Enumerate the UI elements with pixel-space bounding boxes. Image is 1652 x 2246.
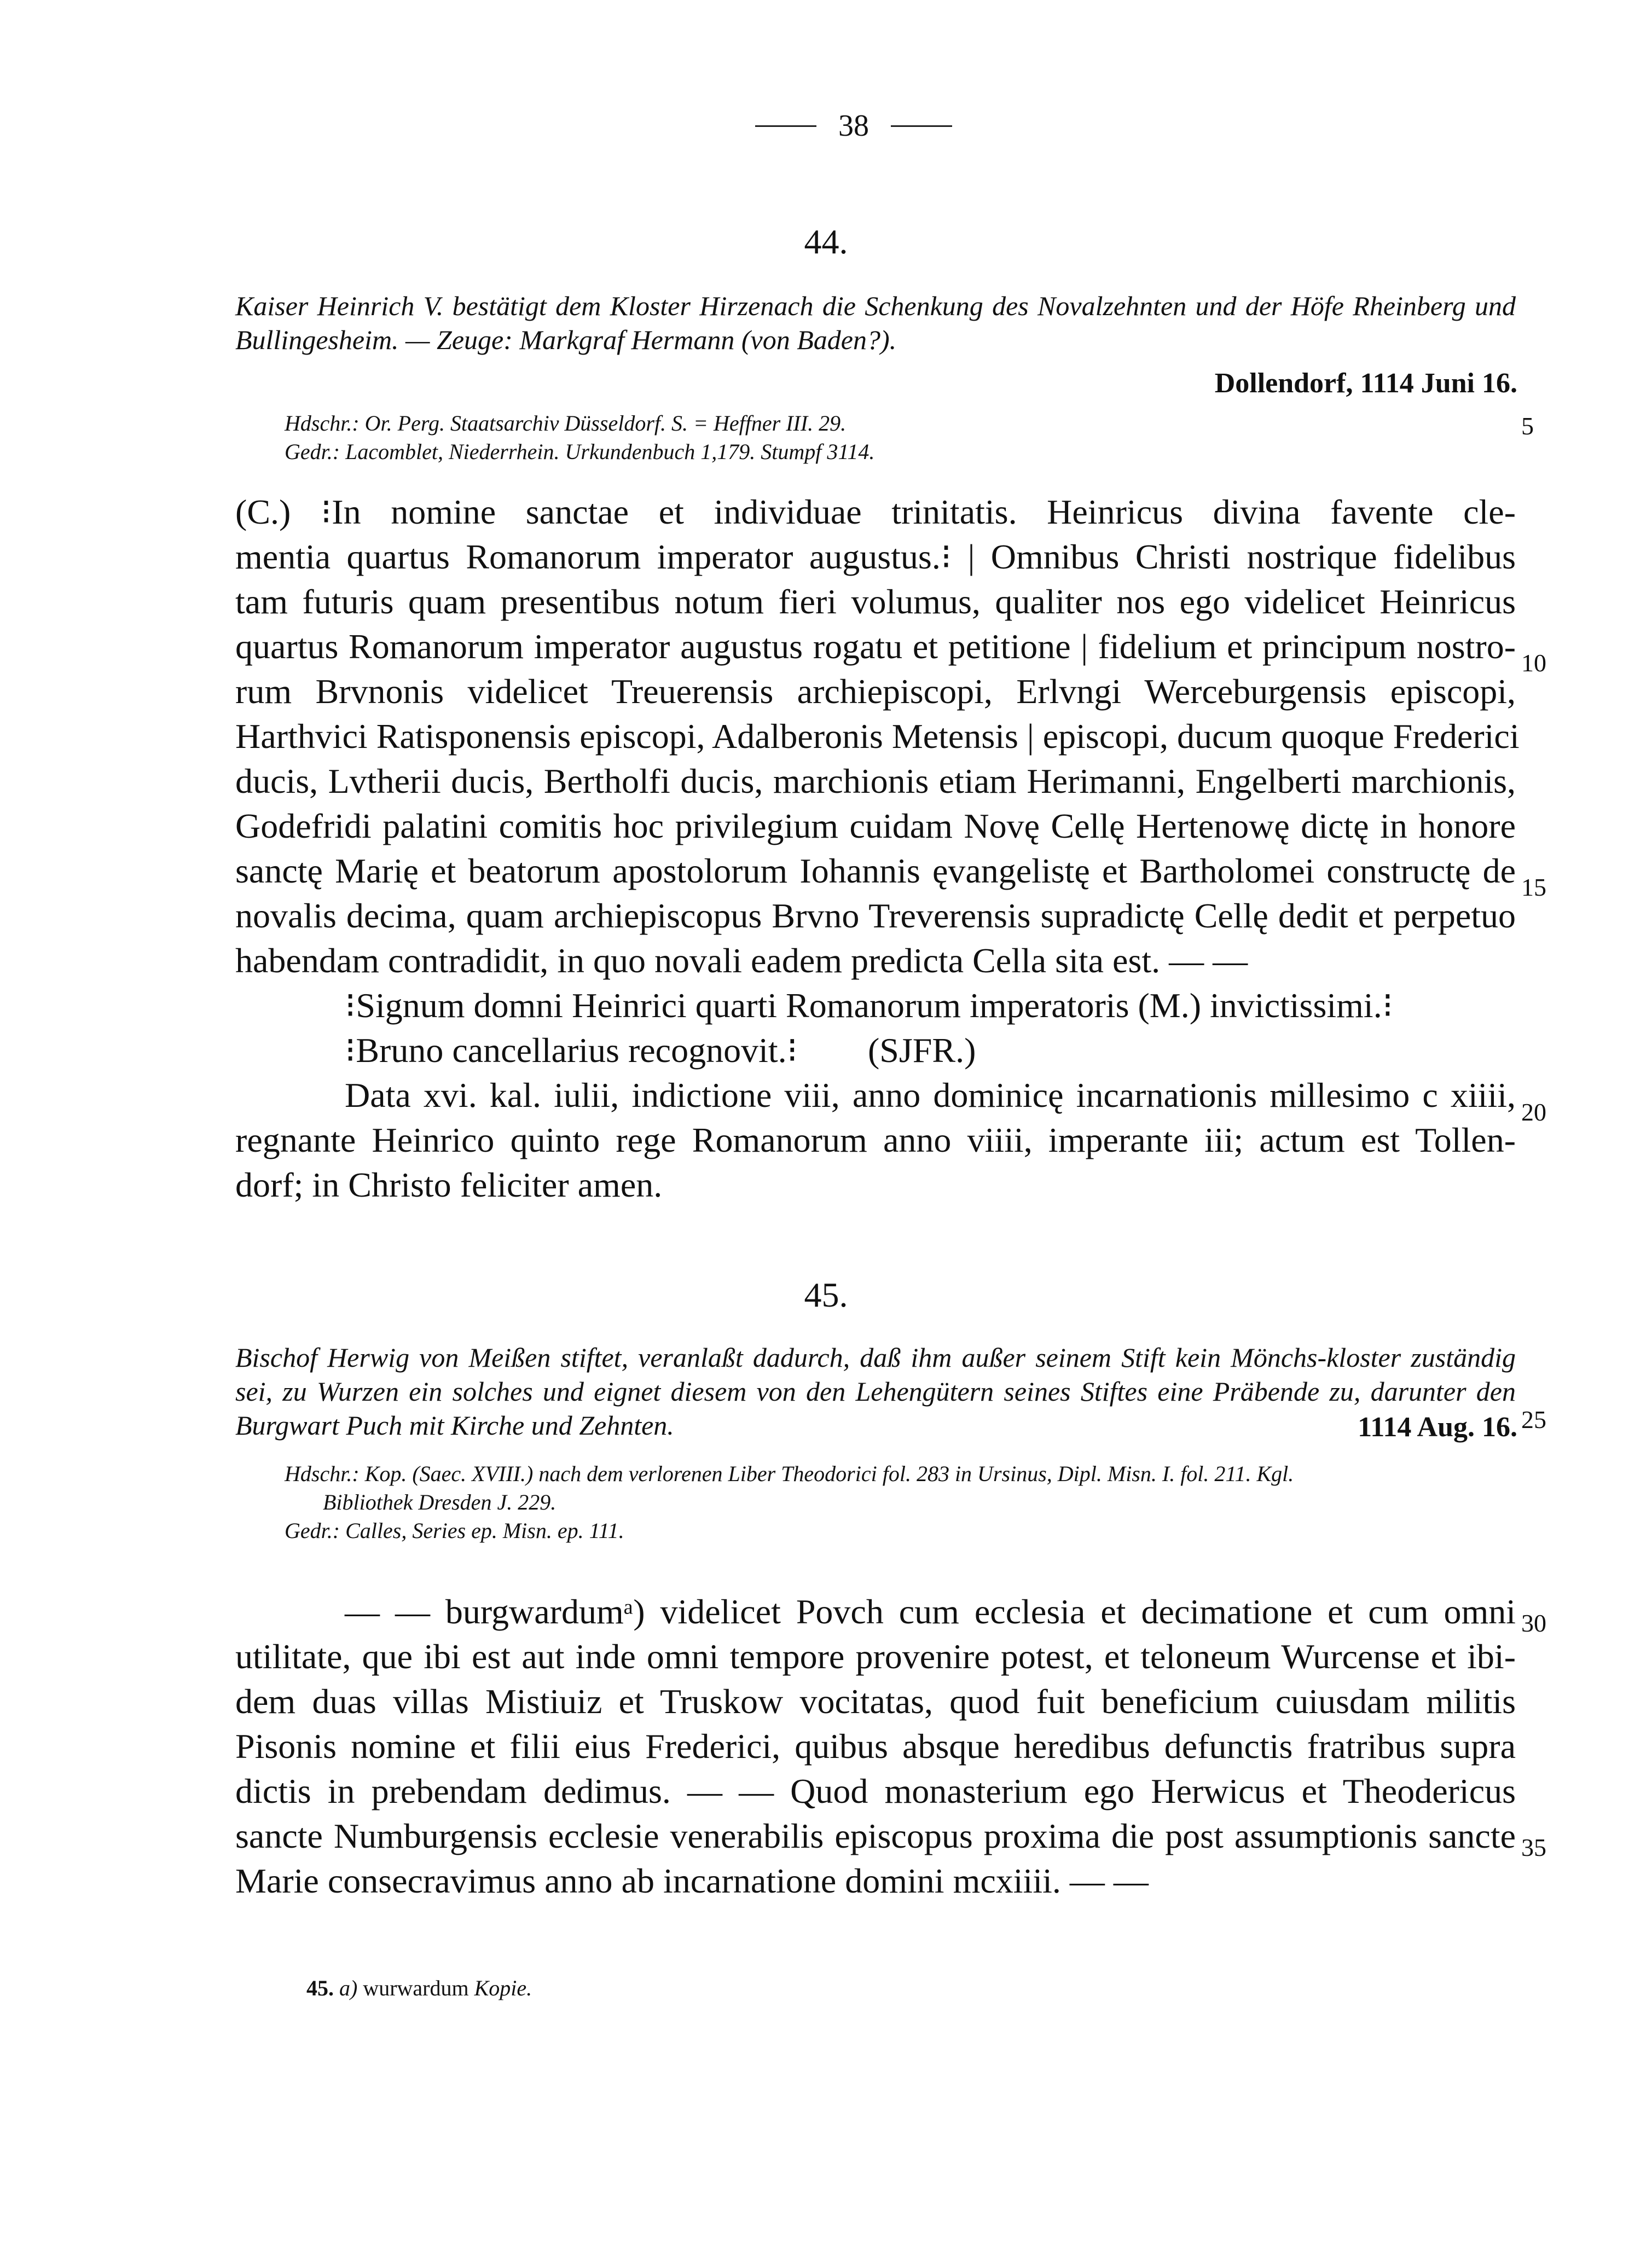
text-line: tam futuris quam presentibus notum fieri volumus, qualiter nos ego videlicet Heinricus [235,582,1516,621]
margin-line-number: 20 [1521,1098,1546,1126]
text-line: dictis in prebendam dedimus. — — Quod monasterium ego Herwicus et Theodericus [235,1772,1516,1810]
text-line: sancte Numburgensis ecclesie venerabilis episcopus proxima die post assumptionis sancte [235,1816,1516,1855]
text-line: — — burgwardumᵃ) videlicet Povch cum ecclesia et decimatione et cum omni [345,1592,1516,1631]
text-line: utilitate, que ibi est aut inde omni tempore provenire potest, et teloneum Wurcense et ibi- [235,1637,1516,1676]
text-line: Pisonis nomine et filii eius Frederici, quibus absque heredibus defunctis fratribus supra [235,1727,1516,1766]
text-line: regnante Heinrico quinto rege Romanorum anno viiii, imperante iii; actum est Tollen- [235,1121,1516,1159]
margin-line-number: 5 [1521,412,1534,440]
head-rule-left [755,125,816,127]
footnote-text: wurwardum [363,1976,469,2000]
footnote-source: Kopie. [474,1976,532,2000]
text-line: mentia quartus Romanorum imperator augustus.⁝ | Omnibus Christi nostrique fidelibus [235,537,1516,576]
source-gedr-45: Gedr.: Calles, Series ep. Misn. ep. 111. [285,1518,624,1543]
margin-line-number: 35 [1521,1833,1546,1861]
text-line: novalis decima, quam archiepiscopus Brvno Treverensis supradictę Cellę dedit et perpetuo [235,896,1516,935]
text-line: (C.) ⁝In nomine sanctae et individuae trinitatis. Heinricus divina favente cle- [235,492,1516,531]
charter-text-44 [235,490,1520,1208]
text-line: sanctę Marię et beatorum apostolorum Iohannis ęvangelistę et Bartholomei constructę de [235,851,1516,890]
text-line: dem duas villas Mistiuiz et Truskow vocitatas, quod fuit beneficium cuiusdam militis [235,1682,1516,1721]
recognition-line: ⁝Bruno cancellarius recognovit.⁝ (SJFR.) [345,1031,976,1070]
sources-44 [285,409,1505,466]
text-line: ducis, Lvtherii ducis, Bertholfi ducis, marchionis etiam Herimanni, Engelberti marchionis, [235,762,1516,800]
margin-line-number: 25 [1521,1406,1546,1434]
text-line: Marie consecravimus anno ab incarnatione domini mcxiiii. — — [235,1861,1149,1900]
text-line: quartus Romanorum imperator augustus rogatu et petitione | fidelium et principum nostro- [235,627,1516,666]
source-hdschr-45-cont: Bibliothek Dresden J. 229. [323,1490,557,1514]
running-head [733,108,974,143]
dateline-44: Dollendorf, 1114 Juni 16. [1214,368,1517,399]
page-number: 38 [838,109,869,143]
sources-45 [285,1460,1505,1545]
margin-line-number: 10 [1521,649,1546,677]
margin-line-number: 15 [1521,873,1546,901]
footnote-number: 45. [306,1976,334,2000]
datum-line: Data xvi. kal. iulii, indictione viii, anno dominicę incarnationis millesimo c xiiii, [345,1076,1516,1115]
margin-line-number: 30 [1521,1609,1546,1637]
source-hdschr-44: Hdschr.: Or. Perg. Staatsarchiv Düsseldorf. S. = Heffner III. 29. [285,411,847,436]
footnote [306,1975,532,2001]
text-line: habendam contradidit, in quo novali eadem predicta Cella sita est. — — [235,941,1248,980]
text-line: Godefridi palatini comitis hoc privilegium cuidam Novę Cellę Hertenowę dictę in honore [235,806,1516,845]
regest-45: Bischof Herwig von Meißen stiftet, veranlaßt dadurch, daß ihm außer seinem Stift kein Mönchs-kloster zuständig sei, zu Wurzen ein solches und eignet diesem von den Lehengütern seines Stiftes eine Präbende zu, darunter den Burgwart Puch mit Kirche und Zehnten. [235,1342,1516,1441]
document-number-44: 44. [804,222,848,261]
signum-line: ⁝Signum domni Heinrici quarti Romanorum imperatoris (M.) invictissimi.⁝ [345,986,1394,1025]
text-line: rum Brvnonis videlicet Treuerensis archiepiscopi, Erlvngi Werceburgensis episcopi, [235,672,1516,711]
footnote-marker: a) [339,1976,358,2000]
charter-text-45 [235,1589,1516,1903]
text-line: Harthvici Ratisponensis episcopi, Adalberonis Metensis | episcopi, ducum quoque Frederici [235,717,1520,756]
head-rule-right [891,125,952,127]
source-gedr-44: Gedr.: Lacomblet, Niederrhein. Urkundenbuch 1,179. Stumpf 3114. [285,439,875,464]
document-number-45: 45. [804,1275,848,1314]
dateline-45: 1114 Aug. 16. [1358,1412,1517,1443]
regest-44: Kaiser Heinrich V. bestätigt dem Kloster Hirzenach die Schenkung des Novalzehnten und der Höfe Rheinberg und Bullingesheim. — Zeuge: Markgraf Hermann (von Baden?). [235,291,1516,355]
text-line: dorf; in Christo feliciter amen. [235,1165,663,1204]
source-hdschr-45: Hdschr.: Kop. (Saec. XVIII.) nach dem verlorenen Liber Theodorici fol. 283 in Ursinus, Dipl. Misn. I. fol. 211. Kgl. [285,1461,1294,1486]
